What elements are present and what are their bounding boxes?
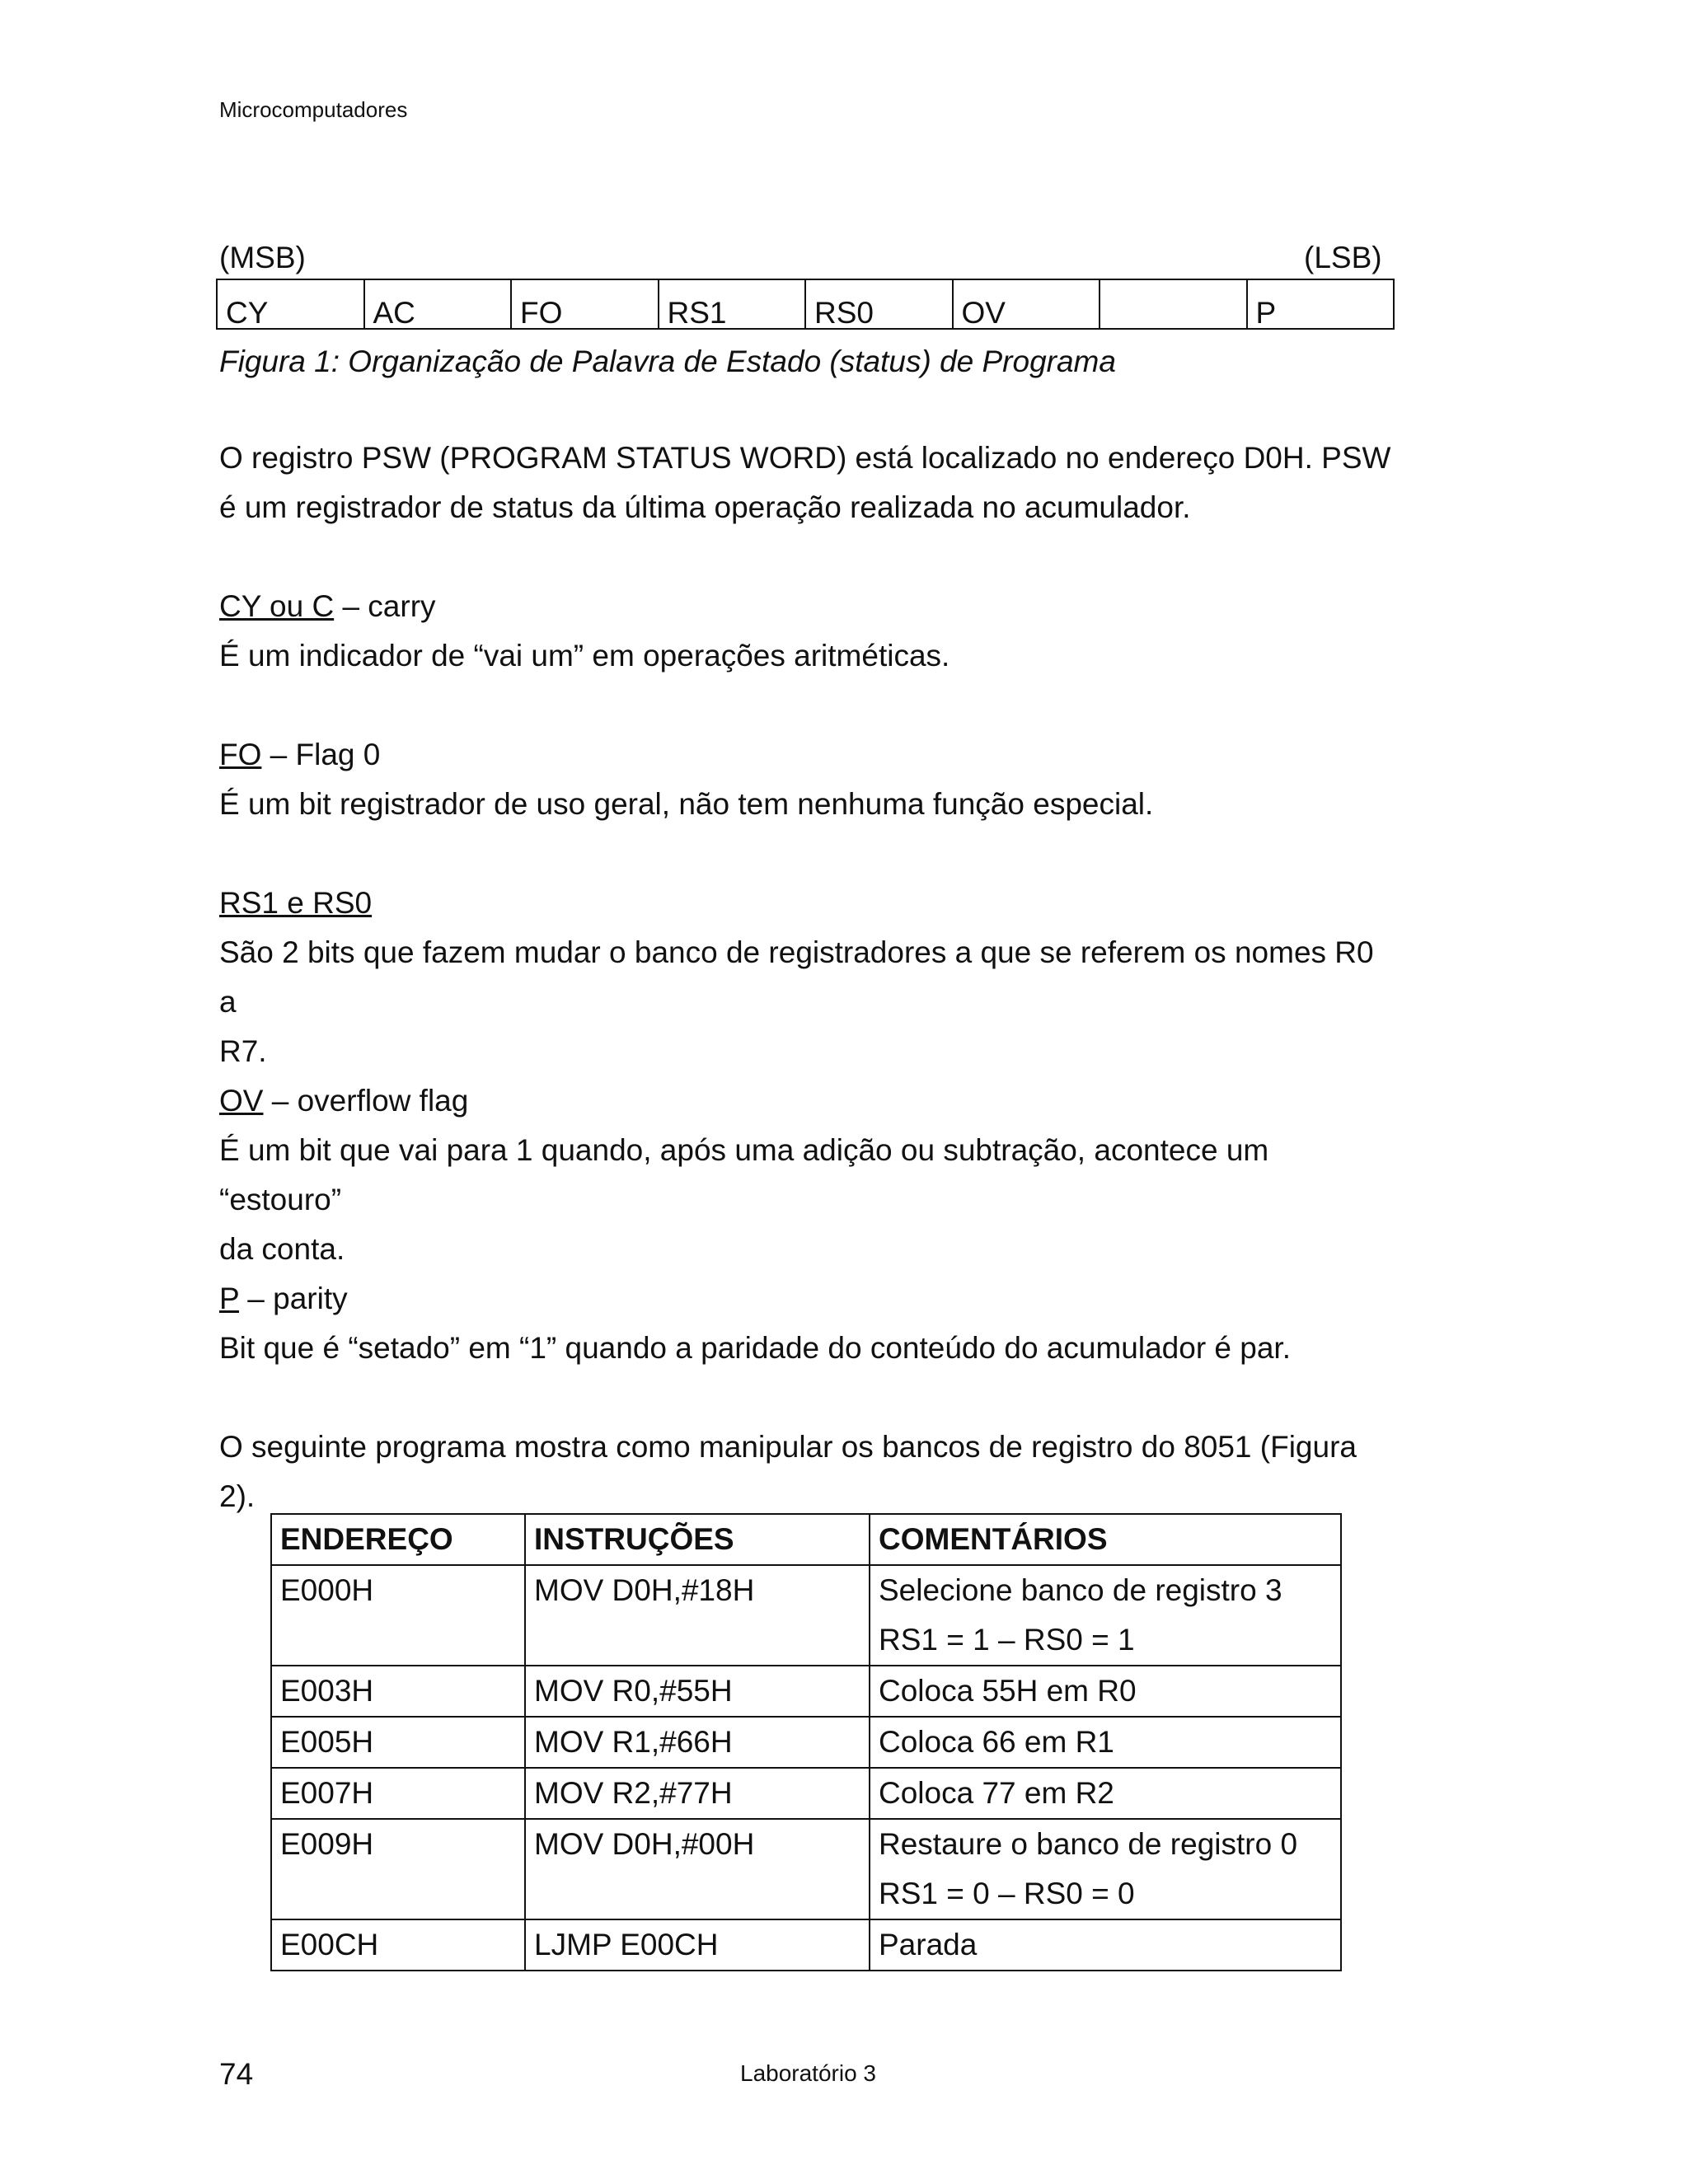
figure-caption: Figura 1: Organização de Palavra de Estado (status) de Programa: [219, 344, 1116, 378]
msb-label: (MSB): [219, 241, 306, 274]
flag-term: OV: [219, 1084, 264, 1118]
flag-description: Bit que é “setado” em “1” quando a paridade do conteúdo do acumulador é par.: [219, 1331, 1291, 1365]
table-row: [271, 1565, 1341, 1666]
instruction-cell: MOV D0H,#00H: [525, 1819, 870, 1919]
flag-suffix: – overflow flag: [263, 1084, 469, 1118]
flag-heading: [219, 1076, 1398, 1126]
instruction-cell: MOV R2,#77H: [525, 1768, 870, 1819]
comment-cell: Coloca 66 em R1: [870, 1717, 1341, 1768]
intro-paragraph: [219, 434, 1398, 532]
psw-bit-cell: RS0: [805, 279, 953, 329]
flag-description: É um bit que vai para 1 quando, após uma adição ou subtração, acontece um “estouro”: [219, 1133, 1269, 1216]
flag-suffix: – carry: [334, 589, 436, 623]
flag-suffix: – parity: [239, 1282, 348, 1315]
flag-heading: [219, 730, 1398, 780]
comment-cell: [870, 1819, 1341, 1919]
instruction-cell: MOV D0H,#18H: [525, 1565, 870, 1666]
address-cell: E007H: [271, 1768, 525, 1819]
table-row: [271, 1666, 1341, 1717]
flag-p-section: [219, 1274, 1398, 1373]
lsb-label: (LSB): [1304, 241, 1382, 274]
table-header-row: [271, 1514, 1341, 1565]
table-row: [271, 1819, 1341, 1919]
psw-bit-cell: FO: [511, 279, 659, 329]
address-cell: E005H: [271, 1717, 525, 1768]
flag-suffix: – Flag 0: [261, 738, 381, 771]
program-table: [270, 1513, 1342, 1971]
flag-rs-section: [219, 879, 1398, 1076]
running-header: Microcomputadores: [219, 97, 408, 122]
address-cell: E003H: [271, 1666, 525, 1717]
flag-term: RS1 e RS0: [219, 886, 373, 920]
flag-term: P: [219, 1282, 240, 1315]
instruction-cell: LJMP E00CH: [525, 1919, 870, 1971]
flag-fo-section: [219, 730, 1398, 829]
flag-ov-section: [219, 1076, 1398, 1274]
psw-bit-cell: [1100, 279, 1247, 329]
comment-line: Restaure o banco de registro 0: [879, 1827, 1298, 1861]
flag-term: FO: [219, 738, 262, 771]
address-cell: E000H: [271, 1565, 525, 1666]
column-header: ENDEREÇO: [271, 1514, 525, 1565]
table-row: [271, 1717, 1341, 1768]
flag-term: CY ou C: [219, 589, 335, 623]
address-cell: E009H: [271, 1819, 525, 1919]
flag-description: R7.: [219, 1034, 267, 1068]
psw-bit-row: [217, 279, 1394, 329]
psw-bit-table: [216, 279, 1395, 330]
instruction-cell: MOV R0,#55H: [525, 1666, 870, 1717]
comment-cell: [870, 1565, 1341, 1666]
flag-heading: [219, 879, 1398, 928]
intro-line: é um registrador de status da última operação realizada no acumulador.: [219, 490, 1191, 524]
column-header: COMENTÁRIOS: [870, 1514, 1341, 1565]
psw-bit-cell: CY: [217, 279, 364, 329]
flag-heading: [219, 582, 1398, 631]
flag-heading: [219, 1274, 1398, 1324]
instruction-cell: MOV R1,#66H: [525, 1717, 870, 1768]
psw-bit-cell: OV: [953, 279, 1100, 329]
comment-line: RS1 = 0 – RS0 = 0: [879, 1877, 1135, 1910]
comment-cell: Coloca 77 em R2: [870, 1768, 1341, 1819]
comment-line: Selecione banco de registro 3: [879, 1573, 1282, 1607]
comment-line: RS1 = 1 – RS0 = 1: [879, 1623, 1135, 1657]
table-row: [271, 1919, 1341, 1971]
page-number: 74: [219, 2057, 254, 2091]
comment-cell: Parada: [870, 1919, 1341, 1971]
comment-cell: Coloca 55H em R0: [870, 1666, 1341, 1717]
address-cell: E00CH: [271, 1919, 525, 1971]
psw-bit-cell: RS1: [659, 279, 806, 329]
intro-line: O registro PSW (PROGRAM STATUS WORD) está localizado no endereço D0H. PSW: [219, 441, 1391, 475]
flag-cy-section: [219, 582, 1398, 681]
table-row: [271, 1768, 1341, 1819]
flag-description: da conta.: [219, 1232, 345, 1266]
flag-description: É um indicador de “vai um” em operações aritméticas.: [219, 639, 950, 673]
column-header: INSTRUÇÕES: [525, 1514, 870, 1565]
flag-description: É um bit registrador de uso geral, não tem nenhuma função especial.: [219, 787, 1154, 821]
program-intro: O seguinte programa mostra como manipular os bancos de registro do 8051 (Figura 2).: [219, 1430, 1357, 1513]
psw-bit-cell: AC: [364, 279, 512, 329]
flag-description: São 2 bits que fazem mudar o banco de registradores a que se referem os nomes R0 a: [219, 935, 1374, 1019]
footer-label: Laboratório 3: [740, 2060, 877, 2086]
psw-bit-cell: P: [1247, 279, 1395, 329]
